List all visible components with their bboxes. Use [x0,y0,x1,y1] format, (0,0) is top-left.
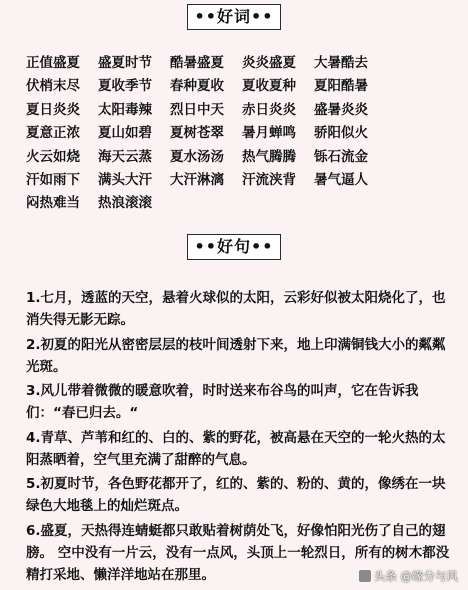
word-item: 夏意正浓 [26,125,80,142]
word-item: 大汗淋漓 [170,171,224,188]
word-item: 闷热难当 [26,195,80,212]
sentences-section-title: ••好句•• [187,234,282,260]
sentence-item: 6.盛夏，天热得连蜻蜓都只敢贴着树荫处飞，好像怕阳光伤了自己的翅膀。 空中没有一片云，没有一点风，头顶上一轮烈日，所有的树木都没精打采地、懒洋洋地站在那里。 [26,522,450,583]
word-item: 汗流浃背 [242,171,296,188]
word-item: 太阳毒辣 [98,101,152,118]
words-section-title: ••好词•• [187,4,282,30]
word-item: 赤日炎炎 [242,101,296,118]
sentence-item: 1.七月，透蓝的天空，悬着火球似的太阳，云彩好似被太阳烧化了，也消失得无影无踪。 [26,290,446,328]
word-item: 热浪滚滚 [98,195,152,212]
sentences-list [26,287,451,589]
word-item: 夏山如碧 [98,125,152,142]
word-item: 暑气逼人 [314,171,368,188]
word-item: 火云如烧 [26,148,80,165]
word-item: 夏收夏种 [242,78,296,95]
word-item: 盛夏时节 [98,55,152,71]
word-item: 满头大汗 [98,171,152,188]
word-item: 春种夏收 [170,78,224,95]
words-grid [26,52,386,216]
word-item: 夏阳酷暑 [314,78,368,95]
sentence-item: 5.初夏时节，各色野花都开了，红的、紫的、粉的、黄的，像绣在一块绿色大地毯上的灿烂斑点。 [26,476,446,515]
word-item: 海天云蒸 [98,148,152,165]
watermark-text: 头条 @缘分与风 [373,569,458,583]
sentences-section-header [0,234,468,260]
word-item: 伏梢末尽 [26,78,80,95]
word-item: 夏收季节 [98,78,152,95]
word-item: 炎炎盛夏 [242,55,296,71]
sentence-item: 4.青草、芦苇和红的、白的、紫的野花，被高悬在天空的一轮火热的太阳蒸晒着，空气里充满了甜醉的气息。 [26,429,446,468]
word-item: 盛暑炎炎 [314,101,368,118]
watermark-logo-icon [359,570,371,582]
word-item: 正值盛夏 [26,55,80,71]
word-item: 暑月蝉鸣 [242,125,296,142]
word-item: 夏水汤汤 [170,148,224,165]
word-item: 烈日中天 [170,101,224,118]
word-item: 汗如雨下 [26,171,80,188]
words-section-header [0,4,468,30]
sentence-item: 3.风儿带着微微的暖意吹着，时时送来布谷鸟的叫声，它在告诉我们：“春已归去。“ [26,383,419,422]
watermark [359,568,458,584]
word-item: 酷暑盛夏 [170,55,224,71]
sentence-item: 2.初夏的阳光从密密层层的枝叶间透射下来，地上印满铜钱大小的粼粼光斑。 [26,336,446,375]
word-item: 夏树苍翠 [170,125,224,142]
word-item: 骄阳似火 [314,125,368,142]
word-item: 热气腾腾 [242,148,296,165]
word-item: 大暑酷去 [314,55,368,71]
word-item: 夏日炎炎 [26,101,80,118]
word-item: 铄石流金 [314,148,368,165]
